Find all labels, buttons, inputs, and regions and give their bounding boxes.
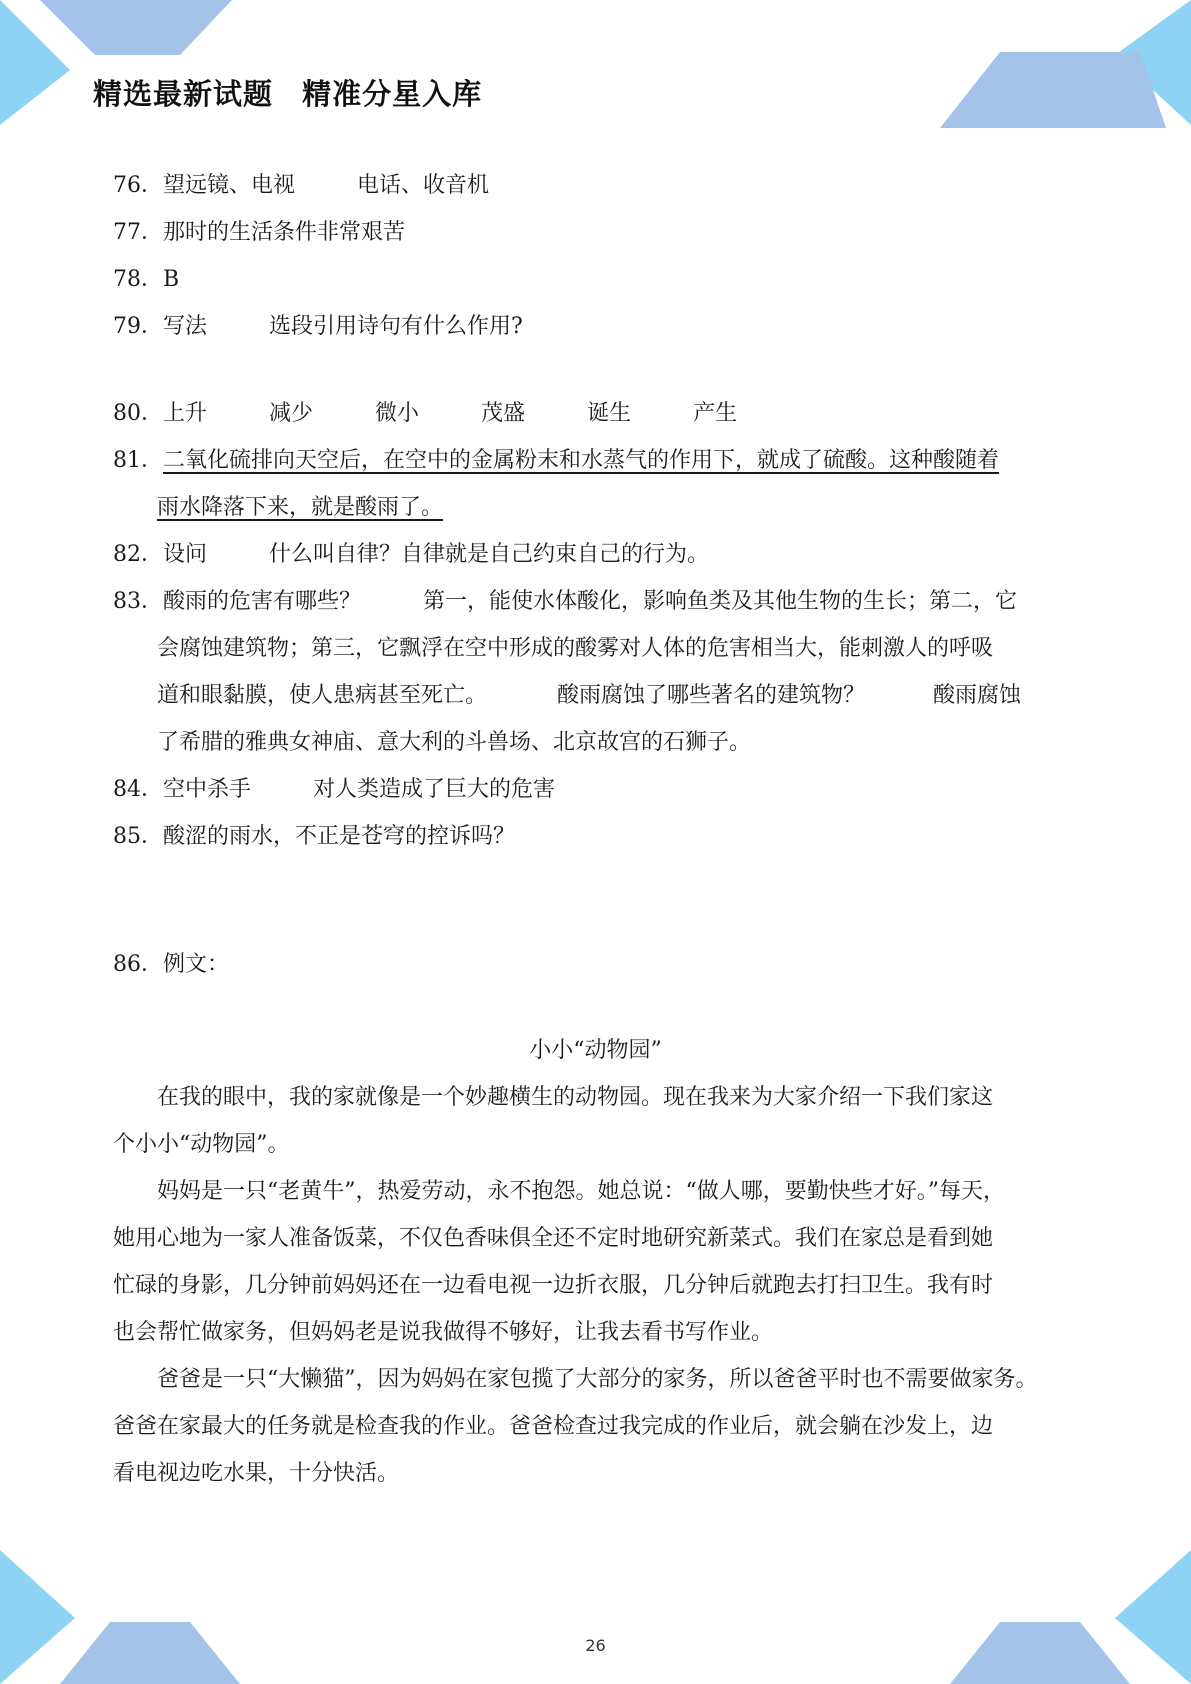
answer-part: 写法 [163,314,208,339]
answer-76 [113,171,489,201]
answer-part: 微小 [375,401,420,426]
answer-part: 减少 [269,401,314,426]
answer-part: 酸雨腐蚀 [933,683,1022,708]
answer-part: 酸涩的雨水，不正是苍穹的控诉吗？ [163,824,516,849]
answer-part: 会腐蚀建筑物；第三，它飘浮在空中形成的酸雾对人体的危害相当大，能刺激人的呼吸 [157,636,994,661]
answer-83-line-2 [157,634,993,664]
essay-line: 爸爸在家最大的任务就是检查我的作业。爸爸检查过我完成的作业后，就会躺在沙发上，边 [113,1414,994,1439]
answer-number: 83． [113,589,163,614]
answer-83 [113,587,1017,617]
answer-number: 80． [113,401,163,426]
answer-part: 设问 [163,542,208,567]
answer-underlined-text: 雨水降落下来，就是酸雨了。 [157,495,444,520]
answer-part: 对人类造成了巨大的危害 [313,777,556,802]
essay-line: 也会帮忙做家务，但妈妈老是说我做得不够好，让我去看书写作业。 [113,1320,774,1345]
page-number: 26 [585,1636,606,1655]
essay-line: 看电视边吃水果，十分快活。 [113,1461,400,1486]
answer-number: 81． [113,448,163,473]
essay-line: 在我的眼中，我的家就像是一个妙趣横生的动物园。现在我来为大家介绍一下我们家这 [157,1085,994,1110]
answer-86 [113,950,229,980]
answer-number: 85． [113,824,163,849]
answer-part: 什么叫自律？自律就是自己约束自己的行为。 [269,542,710,567]
answer-part: 上升 [163,401,208,426]
answer-number: 79． [113,314,163,339]
answer-79 [113,312,523,342]
answer-82 [113,540,709,570]
answer-number: 84． [113,777,163,802]
essay-line: 妈妈是一只“老黄牛”，热爱劳动，永不抱怨。她总说：“做人哪，要勤快些才好。”每天， [157,1179,1005,1204]
answer-part: 了希腊的雅典女神庙、意大利的斗兽场、北京故宫的石狮子。 [157,730,752,755]
answer-part: 那时的生活条件非常艰苦 [163,220,406,245]
answer-83-line-3 [157,681,1021,711]
answer-number: 86． [113,952,163,977]
answer-number: 77． [113,220,163,245]
answer-part: 空中杀手 [163,777,252,802]
answer-underlined-text: 二氧化硫排向天空后，在空中的金属粉末和水蒸气的作用下，就成了硫酸。这种酸随着 [163,448,1000,473]
essay-line: 爸爸是一只“大懒猫”，因为妈妈在家包揽了大部分的家务，所以爸爸平时也不需要做家务。 [157,1367,1038,1392]
answer-77 [113,218,405,248]
essay-title: 小小“动物园” [529,1038,662,1063]
answer-part: B [163,267,180,292]
answer-part: 望远镜、电视 [163,173,296,198]
answer-part: 酸雨的危害有哪些？ [163,589,362,614]
answer-part: 例文： [163,952,230,977]
answer-78 [113,265,179,295]
answer-part: 选段引用诗句有什么作用? [269,314,523,339]
answer-part: 第一，能使水体酸化，影响鱼类及其他生物的生长；第二，它 [423,589,1018,614]
essay-line: 她用心地为一家人准备饭菜，不仅色香味俱全还不定时地研究新菜式。我们在家总是看到她 [113,1226,994,1251]
answer-85 [113,822,515,852]
answer-part: 茂盛 [481,401,526,426]
answer-part: 电话、收音机 [357,173,490,198]
answer-84 [113,775,555,805]
answer-number: 82． [113,542,163,567]
answer-81 [113,446,999,476]
answer-number: 78． [113,267,163,292]
answer-part: 诞生 [587,401,632,426]
essay-line: 个小小“动物园”。 [113,1132,290,1157]
answer-83-line-4 [157,728,751,758]
answer-part: 酸雨腐蚀了哪些著名的建筑物？ [557,683,866,708]
essay-line: 忙碌的身影，几分钟前妈妈还在一边看电视一边折衣服，几分钟后就跑去打扫卫生。我有时 [113,1273,994,1298]
answer-81-continued [157,493,443,523]
header-title: 精选最新试题 精准分星入库 [93,77,483,111]
answer-part: 产生 [693,401,738,426]
answer-number: 76． [113,173,163,198]
answer-part: 道和眼黏膜，使人患病甚至死亡。 [157,683,488,708]
answer-80 [113,399,737,429]
